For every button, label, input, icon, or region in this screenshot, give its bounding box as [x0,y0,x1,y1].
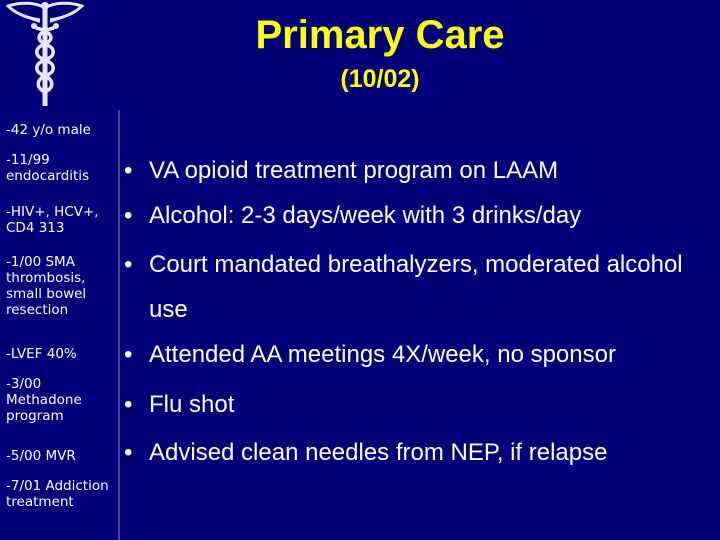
bullet-text: Advised clean needles from NEP, if relapse [149,439,608,466]
bullet-text: Alcohol: 2-3 days/week with 3 drinks/day [149,202,582,229]
bullet-text: Attended AA meetings 4X/week, no sponsor [149,341,616,368]
history-item-lvef: -LVEF 40% [6,346,77,362]
history-item-age: -42 y/o male [6,122,91,138]
bullet-marker: • [124,202,133,229]
bullet-text: Flu shot [149,391,235,418]
history-item-sma-thrombosis: -1/00 SMA thrombosis, small bowel resection [6,254,87,318]
bullet-text: Court mandated breathalyzers, moderated alcohol use [149,251,683,323]
bullet-item [124,242,714,332]
history-sidebar [0,110,120,540]
bullet-marker: • [124,391,133,418]
bullet-text: VA opioid treatment program on LAAM [149,157,559,184]
history-item-addiction-treatment: -7/01 Addiction treatment [6,478,109,510]
bullet-marker: • [124,341,133,368]
history-item-methadone: -3/00 Methadone program [6,376,82,424]
history-item-mvr: -5/00 MVR [6,448,76,464]
history-item-hiv-hcv: -HIV+, HCV+, CD4 313 [6,204,99,236]
bullet-marker: • [124,157,133,184]
bullet-item [124,430,714,475]
bullet-item [124,148,714,193]
page-subtitle: (10/02) [340,65,420,93]
bullet-item [124,382,714,427]
bullet-item [124,332,714,377]
page-title: Primary Care [255,13,505,57]
history-item-endocarditis: -11/99 endocarditis [6,152,90,184]
bullet-marker: • [124,251,133,278]
bullet-item [124,193,714,238]
bullet-marker: • [124,439,133,466]
